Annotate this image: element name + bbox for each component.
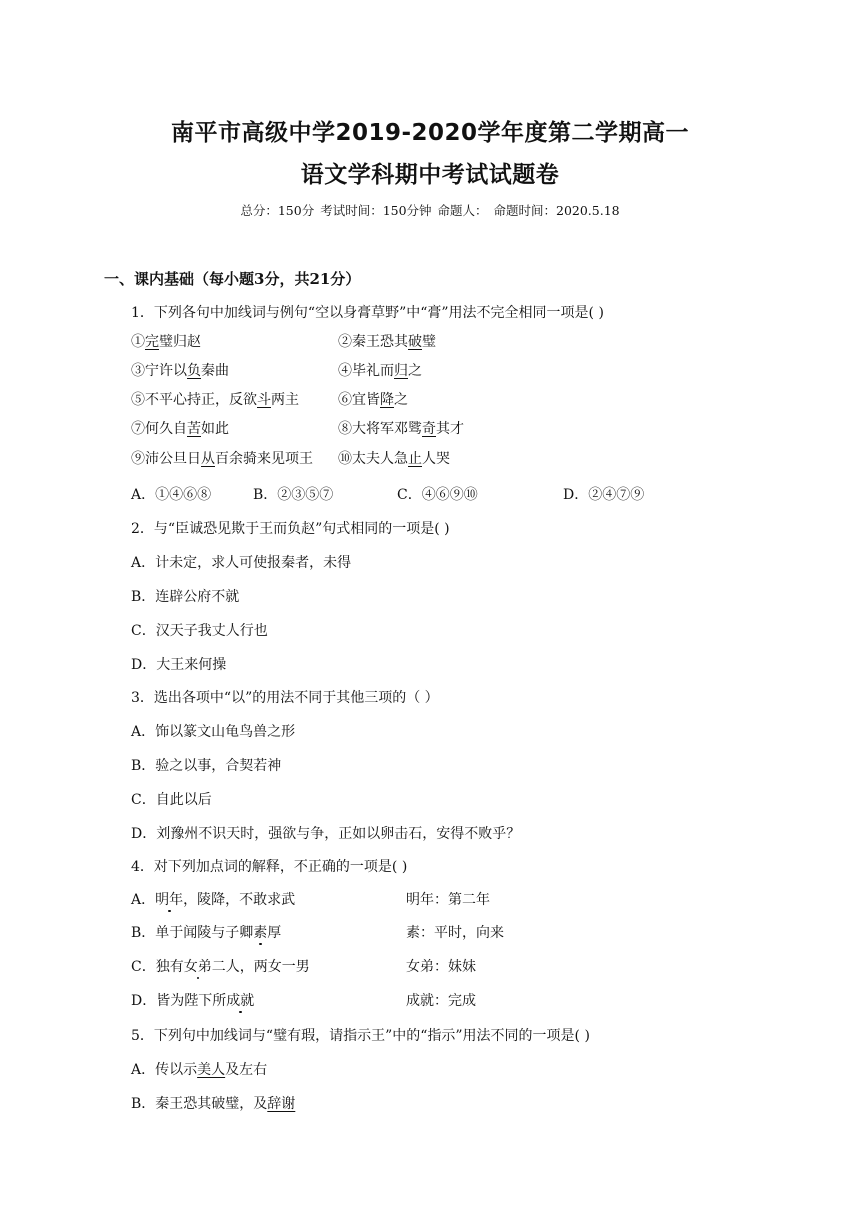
underlined-word: 破 bbox=[408, 334, 422, 350]
q4-gloss-a: 明年：第二年 bbox=[406, 892, 490, 908]
q4-option-b[interactable]: B．单于闻陵与子卿素厚 bbox=[131, 925, 282, 941]
q4-gloss-b: 素：平时，向来 bbox=[406, 925, 504, 941]
underlined-word: 负 bbox=[187, 363, 201, 379]
q4-gloss-c: 女弟：妹妹 bbox=[406, 959, 476, 975]
exam-title-line2: 语文学科期中考试试题卷 bbox=[300, 162, 560, 188]
underlined-word: 苦 bbox=[187, 421, 201, 437]
q1-options bbox=[131, 484, 691, 504]
dotted-word: 成就 bbox=[226, 993, 255, 1009]
q5-option-a[interactable]: A．传以示美人及左右 bbox=[131, 1062, 268, 1078]
q1-item: ②秦王恐其破璧 bbox=[338, 334, 436, 350]
dotted-word: 素 bbox=[253, 925, 268, 941]
underlined-word: 归 bbox=[394, 363, 408, 379]
q1-option-d[interactable]: D．②④⑦⑨ bbox=[563, 487, 645, 503]
q2-stem: 2．与“臣诚恐见欺于王而负赵”句式相同的一项是( ) bbox=[131, 521, 450, 537]
underlined-word: 美人 bbox=[197, 1062, 226, 1078]
q5-option-b[interactable]: B．秦王恐其破璧，及辞谢 bbox=[131, 1096, 296, 1112]
q1-item: ⑥宜皆降之 bbox=[338, 392, 408, 408]
q1-item: ⑦何久自苦如此 bbox=[131, 421, 229, 437]
q1-item: ⑩太夫人急止人哭 bbox=[338, 451, 450, 467]
q3-stem: 3．选出各项中“以”的用法不同于其他三项的（ ） bbox=[131, 690, 439, 706]
dotted-word: 女弟 bbox=[183, 959, 212, 975]
underlined-word: 降 bbox=[380, 392, 394, 408]
q2-option-c[interactable]: C．汉天子我丈人行也 bbox=[131, 623, 268, 639]
exam-title-line1: 南平市高级中学2019-2020学年度第二学期高一 bbox=[170, 120, 690, 146]
underlined-word: 止 bbox=[408, 451, 422, 467]
q4-option-a[interactable]: A．明年，陵降，不敢求武 bbox=[131, 892, 296, 908]
q2-option-b[interactable]: B．连辟公府不就 bbox=[131, 589, 240, 605]
q1-item: ⑧大将军邓骘奇其才 bbox=[338, 421, 464, 437]
q4-stem: 4．对下列加点词的解释，不正确的一项是( ) bbox=[131, 859, 408, 875]
q3-option-b[interactable]: B．验之以事，合契若神 bbox=[131, 758, 282, 774]
q2-option-d[interactable]: D．大王来何操 bbox=[131, 657, 227, 673]
q1-option-a[interactable]: A．①④⑥⑧ bbox=[131, 487, 212, 503]
underlined-word: 辞谢 bbox=[267, 1096, 296, 1112]
section-heading: 一、课内基础（每小题3分，共21分） bbox=[104, 270, 361, 288]
q1-stem: 1．下列各句中加线词与例句“空以身膏草野”中“膏”用法不完全相同一项是( ) bbox=[131, 305, 604, 321]
q1-option-b[interactable]: B．②③⑤⑦ bbox=[253, 487, 334, 503]
q5-stem: 5．下列句中加线词与“璧有瑕，请指示王”中的“指示”用法不同的一项是( ) bbox=[131, 1028, 590, 1044]
dotted-word: 明年 bbox=[155, 892, 184, 908]
q4-option-d[interactable]: D．皆为陛下所成就 bbox=[131, 993, 255, 1009]
q3-option-d[interactable]: D．刘豫州不识天时，强欲与争，正如以卵击石，安得不败乎？ bbox=[131, 826, 521, 842]
exam-meta: 总分：150分 考试时间：150分钟 命题人： 命题时间：2020.5.18 bbox=[240, 203, 620, 218]
q1-item: ③宁许以负秦曲 bbox=[131, 363, 229, 379]
q3-option-c[interactable]: C．自此以后 bbox=[131, 792, 212, 808]
q2-option-a[interactable]: A．计未定，求人可使报秦者，未得 bbox=[131, 555, 352, 571]
q4-gloss-d: 成就：完成 bbox=[406, 993, 476, 1009]
underlined-word: 完 bbox=[145, 334, 159, 350]
q1-item: ④毕礼而归之 bbox=[338, 363, 422, 379]
q4-option-c[interactable]: C．独有女弟二人，两女一男 bbox=[131, 959, 310, 975]
q3-option-a[interactable]: A．饰以篆文山龟鸟兽之形 bbox=[131, 724, 296, 740]
underlined-word: 斗 bbox=[257, 392, 271, 408]
q1-item: ⑨沛公旦日从百余骑来见项王 bbox=[131, 451, 313, 467]
q1-item: ①完璧归赵 bbox=[131, 334, 201, 350]
underlined-word: 奇 bbox=[422, 421, 436, 437]
underlined-word: 从 bbox=[201, 451, 215, 467]
q1-option-c[interactable]: C．④⑥⑨⑩ bbox=[397, 487, 478, 503]
q1-item: ⑤不平心持正，反欲斗两主 bbox=[131, 392, 299, 408]
